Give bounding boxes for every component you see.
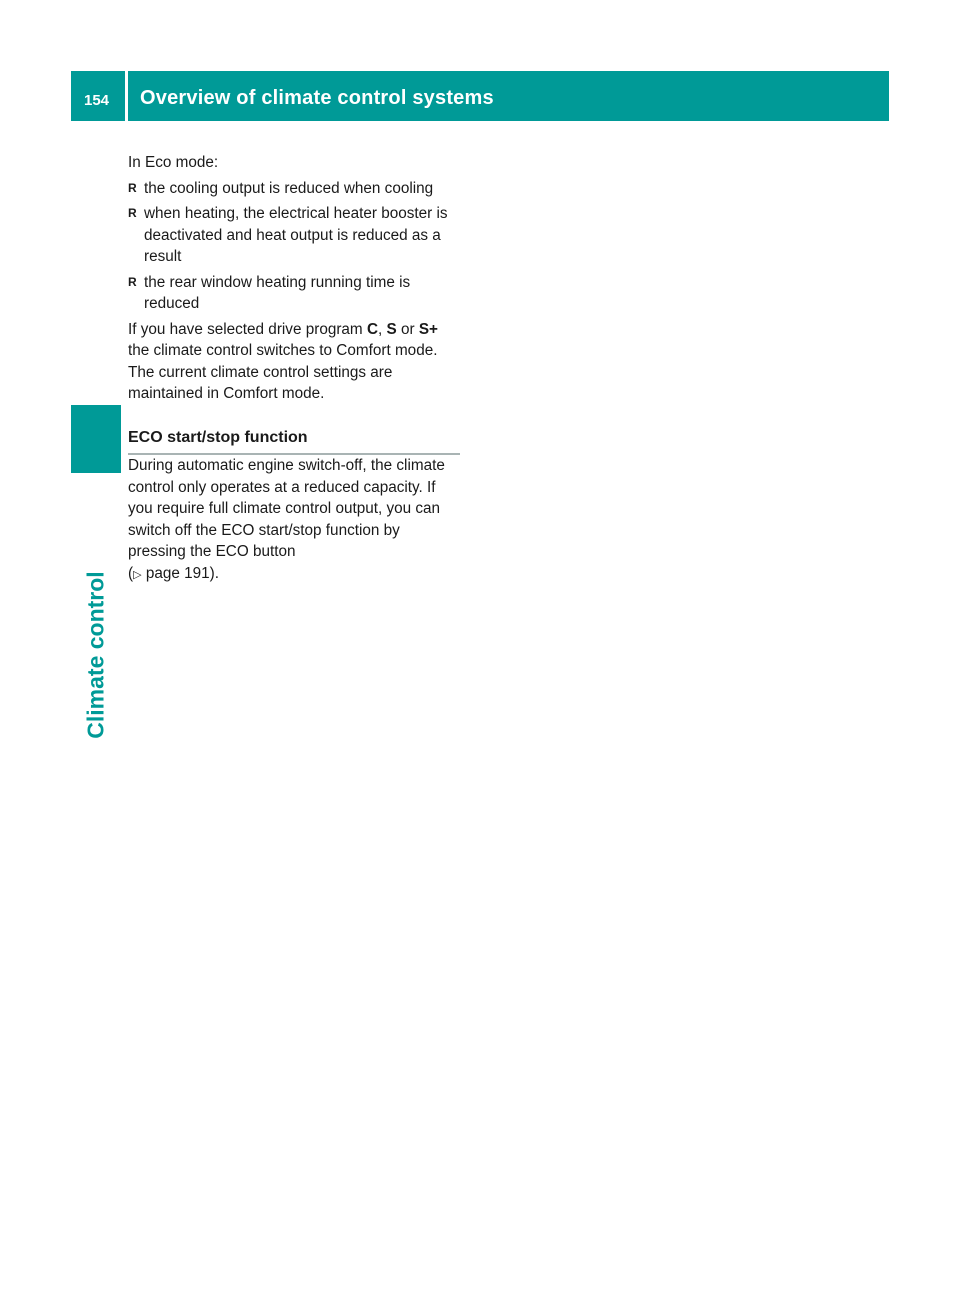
- eco-mode-list: [128, 178, 460, 315]
- list-item-text: the cooling output is reduced when cooling: [144, 179, 434, 197]
- page-title: Overview of climate control systems: [140, 87, 494, 109]
- list-item: [128, 203, 460, 268]
- section-heading: ECO start/stop function: [128, 427, 460, 456]
- list-item: [128, 178, 460, 200]
- side-tab-marker: [71, 405, 121, 473]
- header-divider: [125, 71, 128, 121]
- chapter-label: Climate control: [82, 571, 109, 739]
- xref-open: (: [128, 564, 134, 582]
- drive-program-paragraph: [128, 319, 460, 405]
- drive-program-suffix: the climate control switches to Comfort mode. The current climate control settings are maintained in Comfort mode.: [128, 342, 438, 402]
- list-item-text: when heating, the electrical heater booster is deactivated and heat output is reduced as a result: [144, 205, 448, 265]
- page-number: 154: [84, 92, 110, 109]
- list-item-text: the rear window heating running time is reduced: [144, 273, 411, 312]
- bullet-icon: R: [128, 180, 137, 195]
- bullet-icon: R: [128, 206, 137, 220]
- arrow-right-icon: ▷: [133, 568, 142, 581]
- bullet-icon: R: [128, 274, 137, 289]
- drive-program-prefix: If you have selected drive program: [128, 320, 367, 338]
- intro-text: In Eco mode:: [128, 154, 219, 171]
- separator: or: [396, 320, 419, 338]
- program-s-label: S: [386, 320, 397, 338]
- main-content: [128, 152, 460, 586]
- program-s-plus-label: S+: [418, 320, 438, 338]
- separator: ,: [378, 320, 387, 338]
- list-item: [128, 272, 460, 315]
- section-body-text: During automatic engine switch-off, the climate control only operates at a reduced capacity. If you require full climate control output, you can switch off the ECO start/stop function by pressing the ECO button: [128, 457, 445, 560]
- program-c-label: C: [366, 320, 378, 338]
- section-body: [128, 455, 460, 586]
- page-reference-link[interactable]: page 191).: [141, 564, 219, 582]
